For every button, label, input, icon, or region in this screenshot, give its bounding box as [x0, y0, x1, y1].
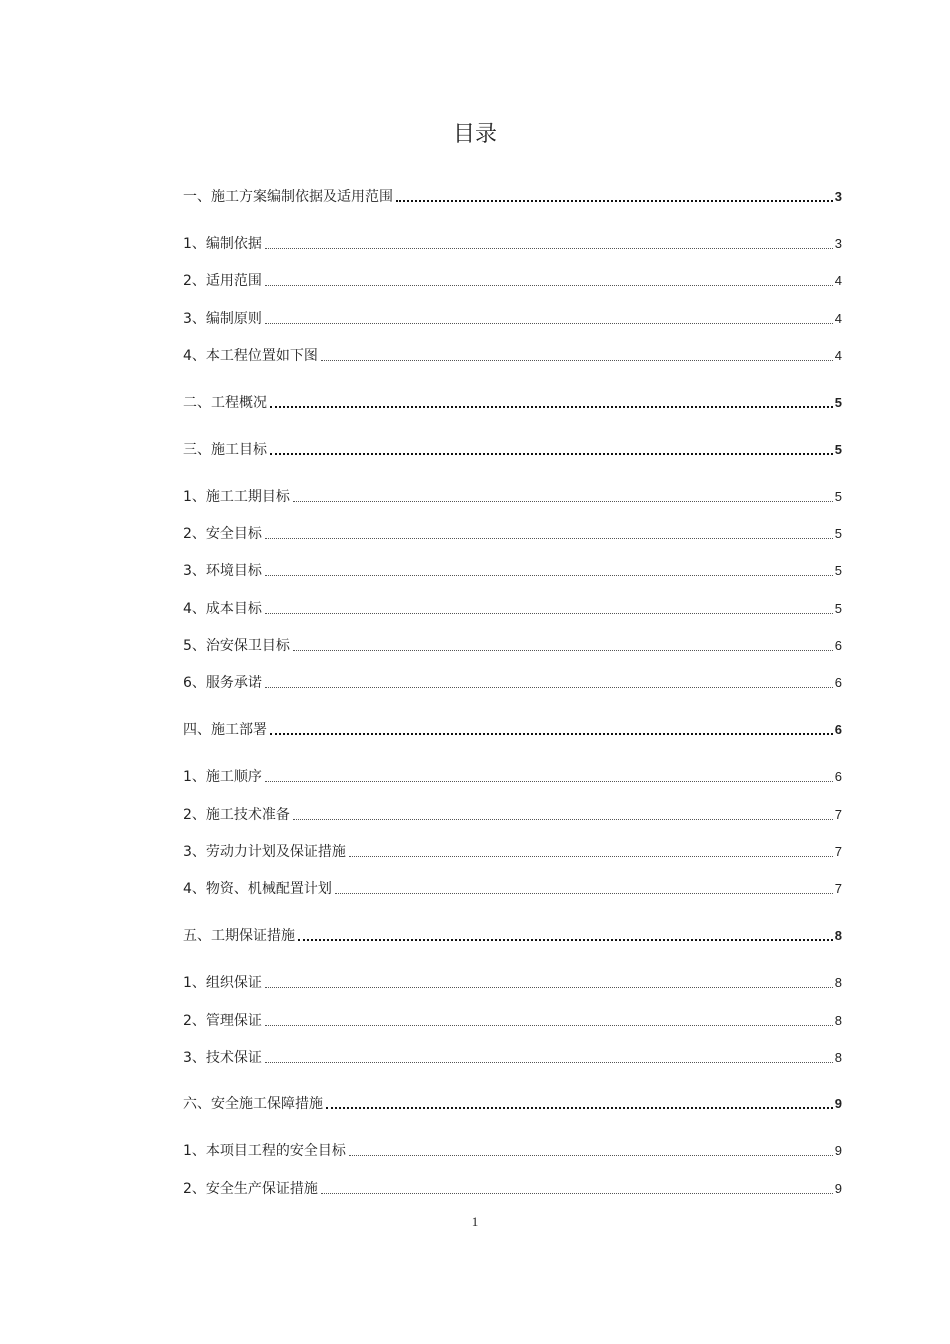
toc-title: 目录 — [452, 122, 497, 147]
toc-entry-section[interactable] — [183, 343, 842, 365]
toc-entry-page: 5 — [834, 601, 842, 616]
toc-entry-label: 6、服务承诺 — [183, 675, 262, 691]
toc-entry-label: 六、安全施工保障措施 — [183, 1096, 323, 1112]
toc-entry-page: 8 — [834, 975, 842, 990]
toc-entry-label: 1、组织保证 — [183, 975, 262, 991]
toc-dot-leader — [270, 453, 833, 455]
toc-entry-section[interactable] — [183, 268, 842, 290]
toc-dot-leader — [321, 1193, 833, 1194]
toc-entry-page: 5 — [834, 395, 842, 410]
toc-entry-page: 5 — [834, 489, 842, 504]
toc-entry-label: 1、施工顺序 — [183, 769, 262, 785]
toc-entry-page: 3 — [834, 236, 842, 251]
toc-entry-page: 6 — [834, 638, 842, 653]
toc-entry-label: 4、本工程位置如下图 — [183, 348, 318, 364]
toc-dot-leader — [321, 360, 833, 361]
toc-entry-page: 6 — [834, 769, 842, 784]
toc-entry-section[interactable] — [183, 802, 842, 824]
toc-dot-leader — [349, 856, 833, 857]
toc-dot-leader — [265, 987, 833, 988]
toc-entry-page: 7 — [834, 844, 842, 859]
toc-entry-section[interactable] — [183, 1138, 842, 1160]
toc-entry-page: 8 — [834, 1013, 842, 1028]
toc-entry-chapter[interactable] — [183, 717, 842, 739]
toc-entry-section[interactable] — [183, 1008, 842, 1030]
toc-dot-leader — [298, 939, 833, 941]
toc-entry-label: 4、成本目标 — [183, 601, 262, 617]
toc-entry-section[interactable] — [183, 670, 842, 692]
page-number: 1 — [471, 1214, 479, 1229]
toc-entry-page: 5 — [834, 442, 842, 457]
toc-entry-page: 7 — [834, 807, 842, 822]
toc-entry-label: 2、施工技术准备 — [183, 807, 290, 823]
toc-entry-page: 6 — [834, 722, 842, 737]
toc-entry-section[interactable] — [183, 596, 842, 618]
toc-dot-leader — [293, 501, 833, 502]
toc-entry-page: 9 — [834, 1181, 842, 1196]
toc-entry-section[interactable] — [183, 558, 842, 580]
toc-dot-leader — [396, 200, 833, 202]
toc-dot-leader — [265, 781, 833, 782]
toc-entry-chapter[interactable] — [183, 184, 842, 206]
toc-entry-section[interactable] — [183, 484, 842, 506]
toc-entry-chapter[interactable] — [183, 923, 842, 945]
toc-entry-section[interactable] — [183, 839, 842, 861]
toc-entry-label: 2、安全目标 — [183, 526, 262, 542]
toc-entry-chapter[interactable] — [183, 390, 842, 412]
toc-entry-section[interactable] — [183, 306, 842, 328]
toc-dot-leader — [265, 613, 833, 614]
toc-entry-page: 6 — [834, 675, 842, 690]
toc-entry-page: 4 — [834, 311, 842, 326]
toc-entry-page: 8 — [834, 928, 842, 943]
toc-entry-chapter[interactable] — [183, 1091, 842, 1113]
toc-dot-leader — [293, 819, 833, 820]
toc-entry-section[interactable] — [183, 1176, 842, 1198]
toc-dot-leader — [335, 893, 833, 894]
toc-entry-label: 3、环境目标 — [183, 563, 262, 579]
toc-entry-page: 4 — [834, 348, 842, 363]
toc-dot-leader — [265, 1025, 833, 1026]
toc-dot-leader — [265, 575, 833, 576]
toc-entry-page: 9 — [834, 1096, 842, 1111]
toc-entry-label: 2、安全生产保证措施 — [183, 1181, 318, 1197]
toc-entry-page: 5 — [834, 563, 842, 578]
toc-dot-leader — [270, 733, 833, 735]
toc-dot-leader — [265, 248, 833, 249]
toc-entry-label: 1、编制依据 — [183, 236, 262, 252]
toc-entry-label: 5、治安保卫目标 — [183, 638, 290, 654]
toc-entry-section[interactable] — [183, 231, 842, 253]
toc-entry-label: 3、劳动力计划及保证措施 — [183, 844, 346, 860]
toc-dot-leader — [293, 650, 833, 651]
toc-entry-section[interactable] — [183, 764, 842, 786]
toc-dot-leader — [349, 1155, 833, 1156]
toc-entry-page: 4 — [834, 273, 842, 288]
toc-entry-label: 一、施工方案编制依据及适用范围 — [183, 189, 393, 205]
toc-entry-label: 四、施工部署 — [183, 722, 267, 738]
toc-entry-label: 3、编制原则 — [183, 311, 262, 327]
toc-entry-chapter[interactable] — [183, 437, 842, 459]
toc-entry-section[interactable] — [183, 521, 842, 543]
toc-entry-section[interactable] — [183, 970, 842, 992]
toc-dot-leader — [265, 323, 833, 324]
toc-entry-label: 2、管理保证 — [183, 1013, 262, 1029]
toc-entry-section[interactable] — [183, 633, 842, 655]
toc-entry-label: 2、适用范围 — [183, 273, 262, 289]
toc-entry-label: 1、本项目工程的安全目标 — [183, 1143, 346, 1159]
toc-entry-label: 1、施工工期目标 — [183, 489, 290, 505]
toc-dot-leader — [270, 406, 833, 408]
toc-entry-page: 7 — [834, 881, 842, 896]
toc-entry-label: 二、工程概况 — [183, 395, 267, 411]
toc-dot-leader — [326, 1107, 833, 1109]
toc-entry-label: 五、工期保证措施 — [183, 928, 295, 944]
toc-dot-leader — [265, 687, 833, 688]
toc-entry-page: 8 — [834, 1050, 842, 1065]
toc-entry-page: 3 — [834, 189, 842, 204]
toc-entry-label: 3、技术保证 — [183, 1050, 262, 1066]
toc-entry-section[interactable] — [183, 876, 842, 898]
toc-entry-page: 9 — [834, 1143, 842, 1158]
toc-entry-section[interactable] — [183, 1045, 842, 1067]
toc-dot-leader — [265, 1062, 833, 1063]
toc-dot-leader — [265, 538, 833, 539]
toc-entry-page: 5 — [834, 526, 842, 541]
toc-dot-leader — [265, 285, 833, 286]
toc-entry-label: 三、施工目标 — [183, 442, 267, 458]
toc-entry-label: 4、物资、机械配置计划 — [183, 881, 332, 897]
